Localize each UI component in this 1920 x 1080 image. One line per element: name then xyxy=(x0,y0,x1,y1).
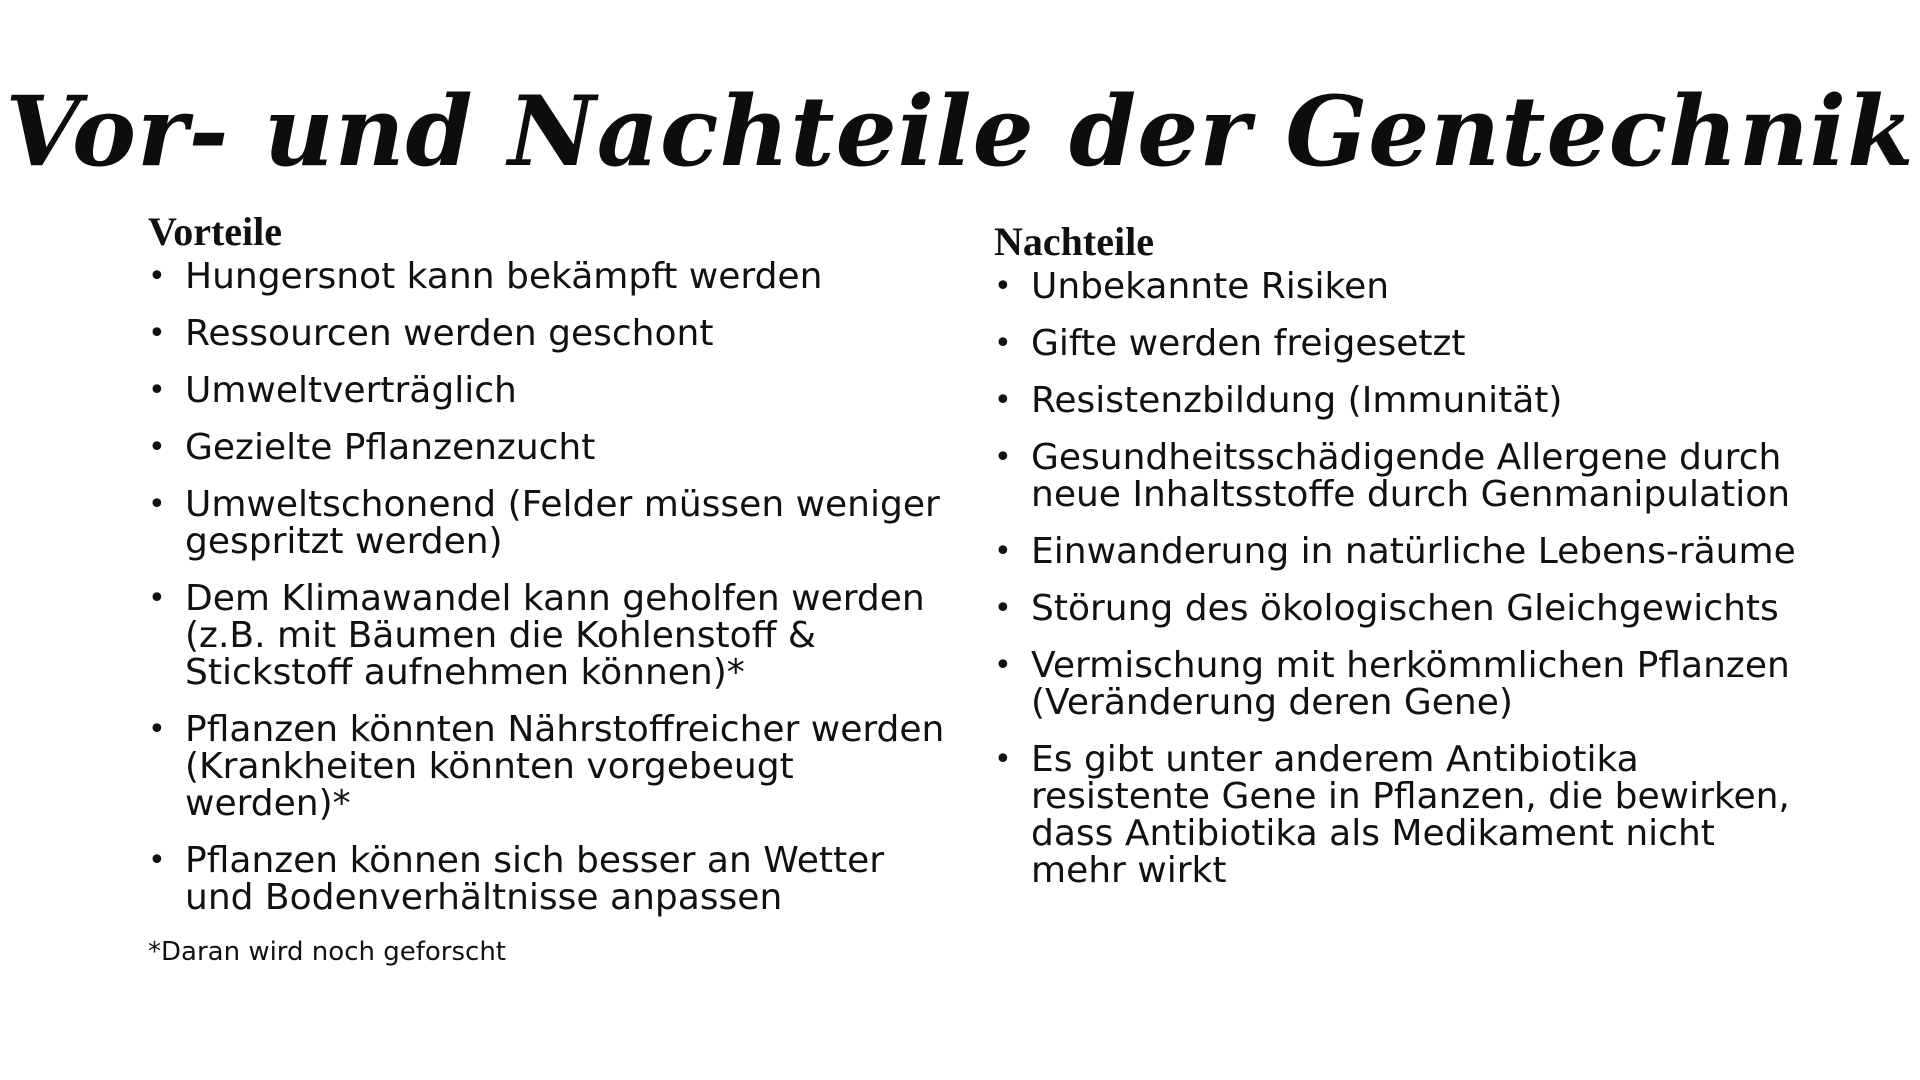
bullet-icon: • xyxy=(148,487,166,522)
advantage-text: Hungersnot kann bekämpft werden xyxy=(185,256,823,297)
advantage-item xyxy=(148,486,948,560)
footnote: *Daran wird noch geforscht xyxy=(148,937,506,967)
disadvantage-text: Gesundheitsschädigende Allergene durch neue Inhaltsstoffe durch Genmanipulation xyxy=(1031,437,1791,515)
advantage-text: Umweltschonend (Felder müssen weniger gespritzt werden) xyxy=(185,484,940,562)
advantage-item xyxy=(148,315,948,352)
disadvantage-text: Resistenzbildung (Immunität) xyxy=(1031,380,1563,421)
bullet-icon: • xyxy=(148,843,166,878)
advantage-text: Umweltverträglich xyxy=(185,370,517,411)
bullet-icon: • xyxy=(994,591,1012,626)
advantage-item xyxy=(148,429,948,466)
advantages-list xyxy=(148,258,948,916)
disadvantage-text: Störung des ökologischen Gleichgewichts xyxy=(1031,588,1779,629)
bullet-icon: • xyxy=(148,373,166,408)
advantage-text: Dem Klimawandel kann geholfen werden (z.B. mit Bäumen die Kohlenstoff & Stickstoff aufnehmen können)* xyxy=(185,578,925,693)
advantages-heading: Vorteile xyxy=(148,209,283,254)
disadvantage-text: Einwanderung in natürliche Lebens-räume xyxy=(1031,531,1796,572)
disadvantage-item xyxy=(994,382,1814,419)
disadvantage-text: Es gibt unter anderem Antibiotika resistente Gene in Pflanzen, die bewirken, dass Antibiotika als Medikament nicht mehr wirkt xyxy=(1031,739,1790,891)
disadvantages-heading: Nachteile xyxy=(994,219,1154,264)
advantage-text: Ressourcen werden geschont xyxy=(185,313,714,354)
bullet-icon: • xyxy=(994,269,1012,304)
bullet-icon: • xyxy=(994,440,1012,475)
advantage-item xyxy=(148,842,948,916)
disadvantage-item xyxy=(994,590,1814,627)
disadvantage-item xyxy=(994,741,1814,889)
advantage-item xyxy=(148,711,948,822)
bullet-icon: • xyxy=(994,326,1012,361)
advantage-text: Pflanzen könnten Nährstoffreicher werden (Krankheiten könnten vorgebeugt werden)* xyxy=(185,709,945,824)
advantage-text: Gezielte Pflanzenzucht xyxy=(185,427,596,468)
bullet-icon: • xyxy=(148,316,166,351)
disadvantage-item xyxy=(994,533,1814,570)
disadvantage-item xyxy=(994,647,1814,721)
disadvantage-item xyxy=(994,268,1814,305)
advantage-item xyxy=(148,580,948,691)
disadvantage-item xyxy=(994,439,1814,513)
disadvantage-text: Unbekannte Risiken xyxy=(1031,266,1390,307)
bullet-icon: • xyxy=(148,581,166,616)
disadvantages-list xyxy=(994,268,1814,889)
bullet-icon: • xyxy=(994,742,1012,777)
bullet-icon: • xyxy=(148,712,166,747)
bullet-icon: • xyxy=(994,383,1012,418)
bullet-icon: • xyxy=(148,430,166,465)
bullet-icon: • xyxy=(994,648,1012,683)
disadvantage-text: Vermischung mit herkömmlichen Pflanzen (Veränderung deren Gene) xyxy=(1031,645,1790,723)
disadvantage-item xyxy=(994,325,1814,362)
advantage-text: Pflanzen können sich besser an Wetter und Bodenverhältnisse anpassen xyxy=(185,840,885,918)
advantage-item xyxy=(148,372,948,409)
bullet-icon: • xyxy=(994,534,1012,569)
bullet-icon: • xyxy=(148,259,166,294)
advantage-item xyxy=(148,258,948,295)
advantages-column xyxy=(148,208,948,968)
disadvantage-text: Gifte werden freigesetzt xyxy=(1031,323,1466,364)
slide-title: Vor- und Nachteile der Gentechnik xyxy=(5,75,1915,188)
disadvantages-column xyxy=(994,218,1814,909)
